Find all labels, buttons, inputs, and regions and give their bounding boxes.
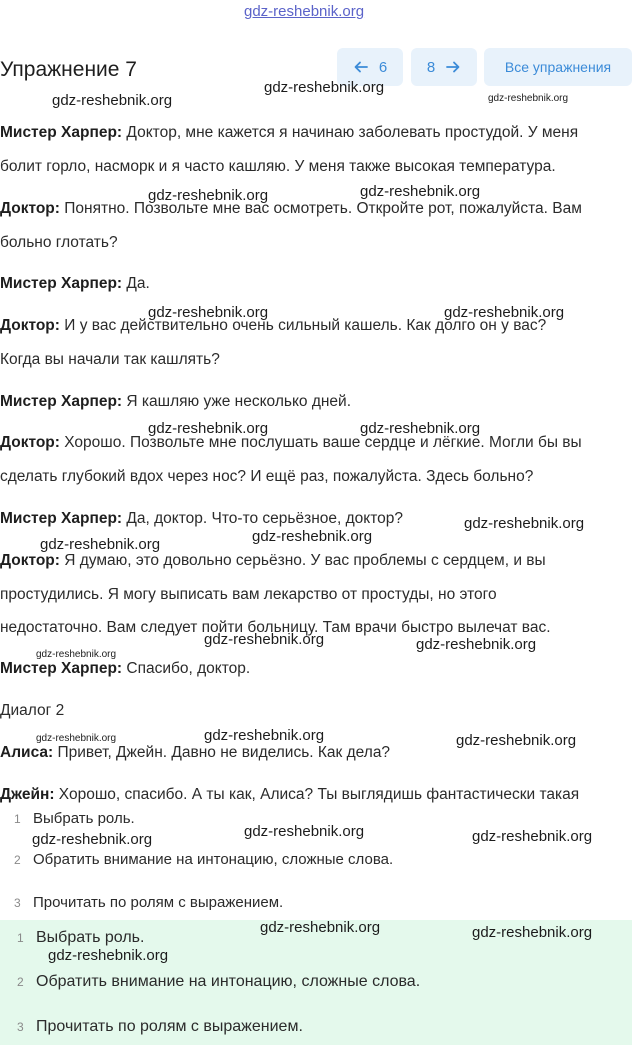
dialog-line: Мистер Харпер: Да, доктор. Что-то серьёзное, доктор?	[0, 510, 404, 527]
arrow-right-icon	[445, 59, 461, 75]
list-item: 3 Прочитать по ролям с выражением.	[17, 1018, 303, 1035]
dialog-line: сделать глубокий вдох через нос? И ещё раз, пожалуйста. Здесь больно?	[0, 468, 534, 485]
watermark: gdz-reshebnik.org	[36, 733, 117, 744]
watermark: gdz-reshebnik.org	[40, 536, 161, 553]
arrow-left-icon	[353, 59, 369, 75]
watermark: gdz-reshebnik.org	[264, 79, 385, 96]
watermark: gdz-reshebnik.org	[148, 304, 269, 321]
watermark: gdz-reshebnik.org	[36, 649, 117, 660]
list-item: 2 Обратить внимание на интонацию, сложные слова.	[17, 973, 421, 990]
dialog-line: Когда вы начали так кашлять?	[0, 351, 220, 368]
dialog-line: болит горло, насморк и я часто кашляю. У меня также высокая температура.	[0, 158, 556, 175]
watermark: gdz-reshebnik.org	[32, 831, 153, 848]
watermark: gdz-reshebnik.org	[148, 420, 269, 437]
watermark: gdz-reshebnik.org	[360, 420, 481, 437]
dialog-heading: Диалог 2	[0, 702, 65, 719]
dialog-line: Мистер Харпер: Да.	[0, 275, 150, 292]
watermark: gdz-reshebnik.org	[204, 727, 325, 744]
watermark: gdz-reshebnik.org	[416, 636, 537, 653]
next-exercise-label: 8	[426, 58, 436, 76]
watermark: gdz-reshebnik.org	[244, 823, 365, 840]
dialog-line: Доктор: Хорошо. Позвольте мне послушать ваше сердце и лёгкие. Могли бы вы	[0, 434, 582, 451]
watermark: gdz-reshebnik.org	[252, 528, 373, 545]
dialog-line: Доктор: Я думаю, это довольно серьёзно. У вас проблемы с сердцем, и вы	[0, 552, 546, 569]
page-title: Упражнение 7	[0, 58, 137, 81]
dialog-line: Алиса: Привет, Джейн. Давно не виделись. Как дела?	[0, 744, 391, 761]
watermark: gdz-reshebnik.org	[204, 631, 325, 648]
dialog-line: Мистер Харпер: Я кашляю уже несколько дней.	[0, 393, 352, 410]
watermark: gdz-reshebnik.org	[472, 924, 593, 941]
dialog-line: недостаточно. Вам следует пойти больницу. Там врачи быстро вылечат вас.	[0, 619, 551, 636]
list-item: 1 Выбрать роль.	[14, 810, 135, 827]
watermark: gdz-reshebnik.org	[456, 732, 577, 749]
watermark: gdz-reshebnik.org	[260, 919, 381, 936]
watermark: gdz-reshebnik.org	[48, 947, 169, 964]
all-exercises-button[interactable]: Все упражнения	[484, 48, 632, 86]
site-watermark-top[interactable]: gdz-reshebnik.org	[244, 3, 365, 20]
watermark: gdz-reshebnik.org	[444, 304, 565, 321]
watermark: gdz-reshebnik.org	[488, 93, 569, 104]
dialog-line: Доктор: И у вас действительно очень сильный кашель. Как долго он у вас?	[0, 317, 547, 334]
watermark: gdz-reshebnik.org	[52, 92, 173, 109]
watermark: gdz-reshebnik.org	[472, 828, 593, 845]
dialog-line: простудились. Я могу выписать вам лекарство от простуды, но этого	[0, 586, 497, 603]
watermark: gdz-reshebnik.org	[148, 187, 269, 204]
dialog-line: Мистер Харпер: Спасибо, доктор.	[0, 660, 251, 677]
dialog-line: Доктор: Понятно. Позвольте мне вас осмотреть. Откройте рот, пожалуйста. Вам	[0, 200, 582, 217]
dialog-line: Мистер Харпер: Доктор, мне кажется я начинаю заболевать простудой. У меня	[0, 124, 579, 141]
dialog-line: Джейн: Хорошо, спасибо. А ты как, Алиса? Ты выглядишь фантастически такая	[0, 786, 580, 803]
list-item: 1 Выбрать роль.	[17, 929, 145, 946]
watermark: gdz-reshebnik.org	[360, 183, 481, 200]
previous-exercise-label: 6	[378, 58, 388, 76]
list-item: 3 Прочитать по ролям с выражением.	[14, 894, 284, 911]
watermark: gdz-reshebnik.org	[464, 515, 585, 532]
next-exercise-button[interactable]	[411, 48, 477, 86]
list-item: 2 Обратить внимание на интонацию, сложные слова.	[14, 851, 394, 868]
dialog-line: больно глотать?	[0, 234, 118, 251]
